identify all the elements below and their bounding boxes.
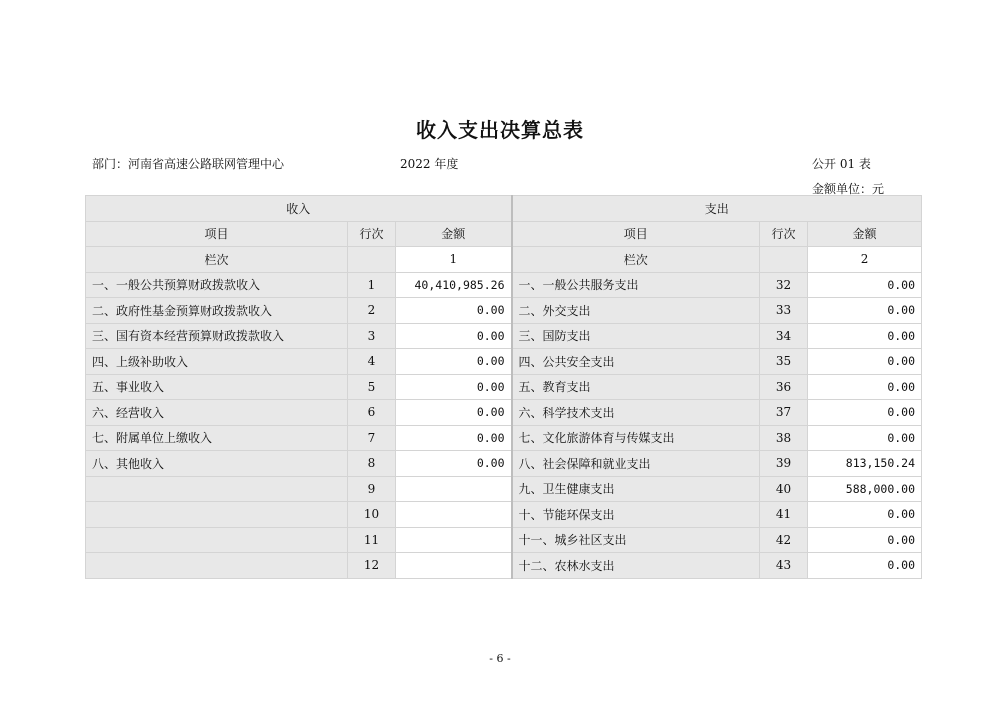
income-amount-header: 金额: [396, 221, 512, 247]
expense-row-number: 34: [760, 323, 808, 349]
income-row-number: 9: [348, 476, 396, 502]
expense-lanci-label: 栏次: [512, 247, 760, 273]
expense-amount: 588,000.00: [808, 476, 922, 502]
amount-unit: 金额单位：元: [812, 182, 885, 196]
expense-item: 十、节能环保支出: [512, 502, 760, 528]
expense-amount: 0.00: [808, 272, 922, 298]
income-amount: 0.00: [396, 425, 512, 451]
department-label: 部门：河南省高速公路联网管理中心: [92, 157, 285, 171]
expense-amount: 813,150.24: [808, 451, 922, 477]
expense-row-number: 36: [760, 374, 808, 400]
expense-amount: 0.00: [808, 425, 922, 451]
expense-item: 十一、城乡社区支出: [512, 527, 760, 553]
table-row: [86, 451, 922, 477]
expense-row-number: 33: [760, 298, 808, 324]
table-row: [86, 502, 922, 528]
income-item: 八、其他收入: [86, 451, 348, 477]
income-row-number: 6: [348, 400, 396, 426]
expense-item: 三、国防支出: [512, 323, 760, 349]
section-header-row: [86, 196, 922, 222]
table-row: [86, 374, 922, 400]
income-item: 三、国有资本经营预算财政拨款收入: [86, 323, 348, 349]
income-amount: 40,410,985.26: [396, 272, 512, 298]
income-lanci-blank: [348, 247, 396, 273]
income-row-number: 12: [348, 553, 396, 579]
income-row-header: 行次: [348, 221, 396, 247]
income-amount: [396, 476, 512, 502]
income-item: 七、附属单位上缴收入: [86, 425, 348, 451]
table-row: [86, 272, 922, 298]
expense-row-number: 42: [760, 527, 808, 553]
income-amount: [396, 553, 512, 579]
table-row: [86, 476, 922, 502]
income-amount: 0.00: [396, 298, 512, 324]
table-row: [86, 400, 922, 426]
income-item: 五、事业收入: [86, 374, 348, 400]
income-header: 收入: [86, 196, 512, 222]
income-row-number: 11: [348, 527, 396, 553]
expense-amount: 0.00: [808, 502, 922, 528]
income-item: [86, 527, 348, 553]
expense-lanci-blank: [760, 247, 808, 273]
page-title: 收入支出决算总表: [416, 118, 584, 142]
income-item: 六、经营收入: [86, 400, 348, 426]
income-amount: 0.00: [396, 323, 512, 349]
fiscal-year: 2022 年度: [400, 157, 459, 171]
expense-column-number: 2: [808, 247, 922, 273]
income-amount: 0.00: [396, 374, 512, 400]
expense-row-number: 43: [760, 553, 808, 579]
expense-row-number: 35: [760, 349, 808, 375]
income-amount: 0.00: [396, 400, 512, 426]
income-expense-table: [85, 195, 922, 579]
income-item-header: 项目: [86, 221, 348, 247]
expense-amount: 0.00: [808, 349, 922, 375]
expense-item: 二、外交支出: [512, 298, 760, 324]
expense-row-number: 39: [760, 451, 808, 477]
table-row: [86, 349, 922, 375]
expense-row-number: 37: [760, 400, 808, 426]
income-amount: [396, 502, 512, 528]
expense-amount: 0.00: [808, 527, 922, 553]
table-row: [86, 425, 922, 451]
expense-header: 支出: [512, 196, 922, 222]
income-row-number: 3: [348, 323, 396, 349]
expense-row-header: 行次: [760, 221, 808, 247]
expense-row-number: 32: [760, 272, 808, 298]
expense-item-header: 项目: [512, 221, 760, 247]
column-header-row: [86, 221, 922, 247]
income-item: [86, 553, 348, 579]
income-amount: 0.00: [396, 451, 512, 477]
expense-amount: 0.00: [808, 298, 922, 324]
income-row-number: 2: [348, 298, 396, 324]
column-number-row: [86, 247, 922, 273]
table-row: [86, 298, 922, 324]
expense-item: 九、卫生健康支出: [512, 476, 760, 502]
expense-row-number: 40: [760, 476, 808, 502]
income-row-number: 10: [348, 502, 396, 528]
income-item: [86, 502, 348, 528]
page-number: - 6 -: [489, 652, 511, 665]
expense-item: 七、文化旅游体育与传媒支出: [512, 425, 760, 451]
form-number: 公开 01 表: [812, 157, 871, 171]
expense-amount: 0.00: [808, 553, 922, 579]
income-row-number: 8: [348, 451, 396, 477]
income-lanci-label: 栏次: [86, 247, 348, 273]
table-row: [86, 527, 922, 553]
expense-item: 四、公共安全支出: [512, 349, 760, 375]
income-item: 一、一般公共预算财政拨款收入: [86, 272, 348, 298]
income-amount: 0.00: [396, 349, 512, 375]
income-row-number: 4: [348, 349, 396, 375]
expense-amount: 0.00: [808, 374, 922, 400]
expense-row-number: 38: [760, 425, 808, 451]
expense-item: 五、教育支出: [512, 374, 760, 400]
expense-item: 十二、农林水支出: [512, 553, 760, 579]
income-row-number: 7: [348, 425, 396, 451]
expense-item: 六、科学技术支出: [512, 400, 760, 426]
table-row: [86, 323, 922, 349]
income-row-number: 5: [348, 374, 396, 400]
expense-item: 八、社会保障和就业支出: [512, 451, 760, 477]
expense-item: 一、一般公共服务支出: [512, 272, 760, 298]
expense-amount-header: 金额: [808, 221, 922, 247]
income-column-number: 1: [396, 247, 512, 273]
income-row-number: 1: [348, 272, 396, 298]
table-row: [86, 553, 922, 579]
income-item: [86, 476, 348, 502]
income-amount: [396, 527, 512, 553]
expense-row-number: 41: [760, 502, 808, 528]
expense-amount: 0.00: [808, 400, 922, 426]
income-item: 二、政府性基金预算财政拨款收入: [86, 298, 348, 324]
income-item: 四、上级补助收入: [86, 349, 348, 375]
expense-amount: 0.00: [808, 323, 922, 349]
